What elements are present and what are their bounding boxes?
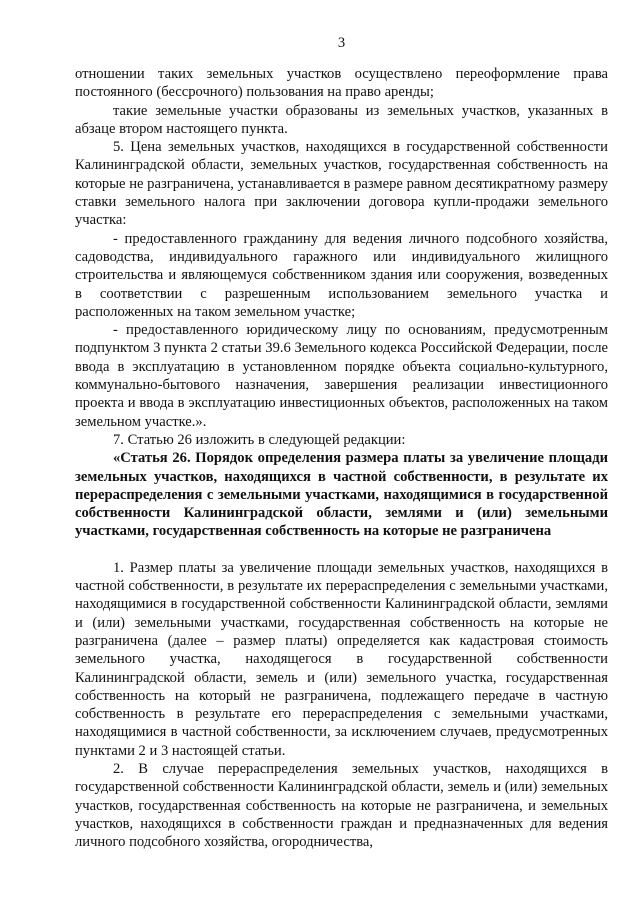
paragraph-bullet-legal-entity: - предоставленного юридическому лицу по основаниям, предусмотренным подпунктом 3 пункта 2 статьи 39.6 Земельного кодекса Российской Федерации, после ввода в эксплуатацию в установленном порядке объекта социально-культурного, коммунально-бытового назначения, завершения реализации инвестиционного проекта и ввода в эксплуатацию инвестиционных объектов, расположенных на таком земельном участке.». bbox=[75, 322, 608, 430]
paragraph-item-7-article-26: 7. Статью 26 изложить в следующей редакции: bbox=[113, 431, 406, 448]
article-26-heading: «Статья 26. Порядок определения размера платы за увеличение площади земельных участков, находящихся в частной собственности, в результате их перераспределения с земельными участками, находящимися в государственной собственности Калининградской области, землями и (или) земельными участками, государственная собственность на которые не разграничена bbox=[75, 450, 608, 540]
paragraph-land-plots-formed: такие земельные участки образованы из земельных участков, указанных в абзаце втором настоящего пункта. bbox=[75, 102, 608, 137]
document-body bbox=[75, 65, 608, 851]
paragraph-bullet-citizen: - предоставленного гражданину для ведения личного подсобного хозяйства, садоводства, индивидуального гаражного или индивидуального жилищного строительства и являющемуся собственником здания или сооружения, возведенных в соответствии с разрешенным использованием земельного участка и расположенных на таком земельном участке; bbox=[75, 230, 608, 320]
paragraph-item-5-price: 5. Цена земельных участков, находящихся в государственной собственности Калининградской области, земельных участков, государственная собственность на которые не разграничена, устанавливается в размере равном десятикратному размеру ставки земельного налога при заключении договора купли-продажи земельного участка: bbox=[75, 139, 608, 229]
paragraph-continuation: отношении таких земельных участков осуществлено переоформление права постоянного (бессрочного) пользования на право аренды; bbox=[75, 66, 608, 101]
article-26-point-1: 1. Размер платы за увеличение площади земельных участков, находящихся в частной собственности, в результате их перераспределения с земельными участками, находящимися в государственной собственности Калининградской области, землями и (или) земельными участками, государственная собственность на которые не разграничена (далее – размер платы) определяется как кадастровая стоимость земельного участка, находящегося в государственной собственности Калининградской области, земель и (или) земельного участка, государственная собственность на который не разграничена, подлежащего передаче в частную собственность в результате его перераспределения с земельными участками, находящимися в частной собственности, за исключением случаев, предусмотренных пунктами 2 и 3 настоящей статьи. bbox=[75, 559, 608, 759]
article-26-point-2: 2. В случае перераспределения земельных участков, находящихся в государственной собственности Калининградской области, земель и (или) земельных участков, государственная собственность на которые не разграничена, и земельных участков, находящихся в собственности граждан и предназначенных для ведения личного подсобного хозяйства, огородничества, bbox=[75, 760, 608, 851]
page-number: 3 bbox=[337, 35, 346, 51]
